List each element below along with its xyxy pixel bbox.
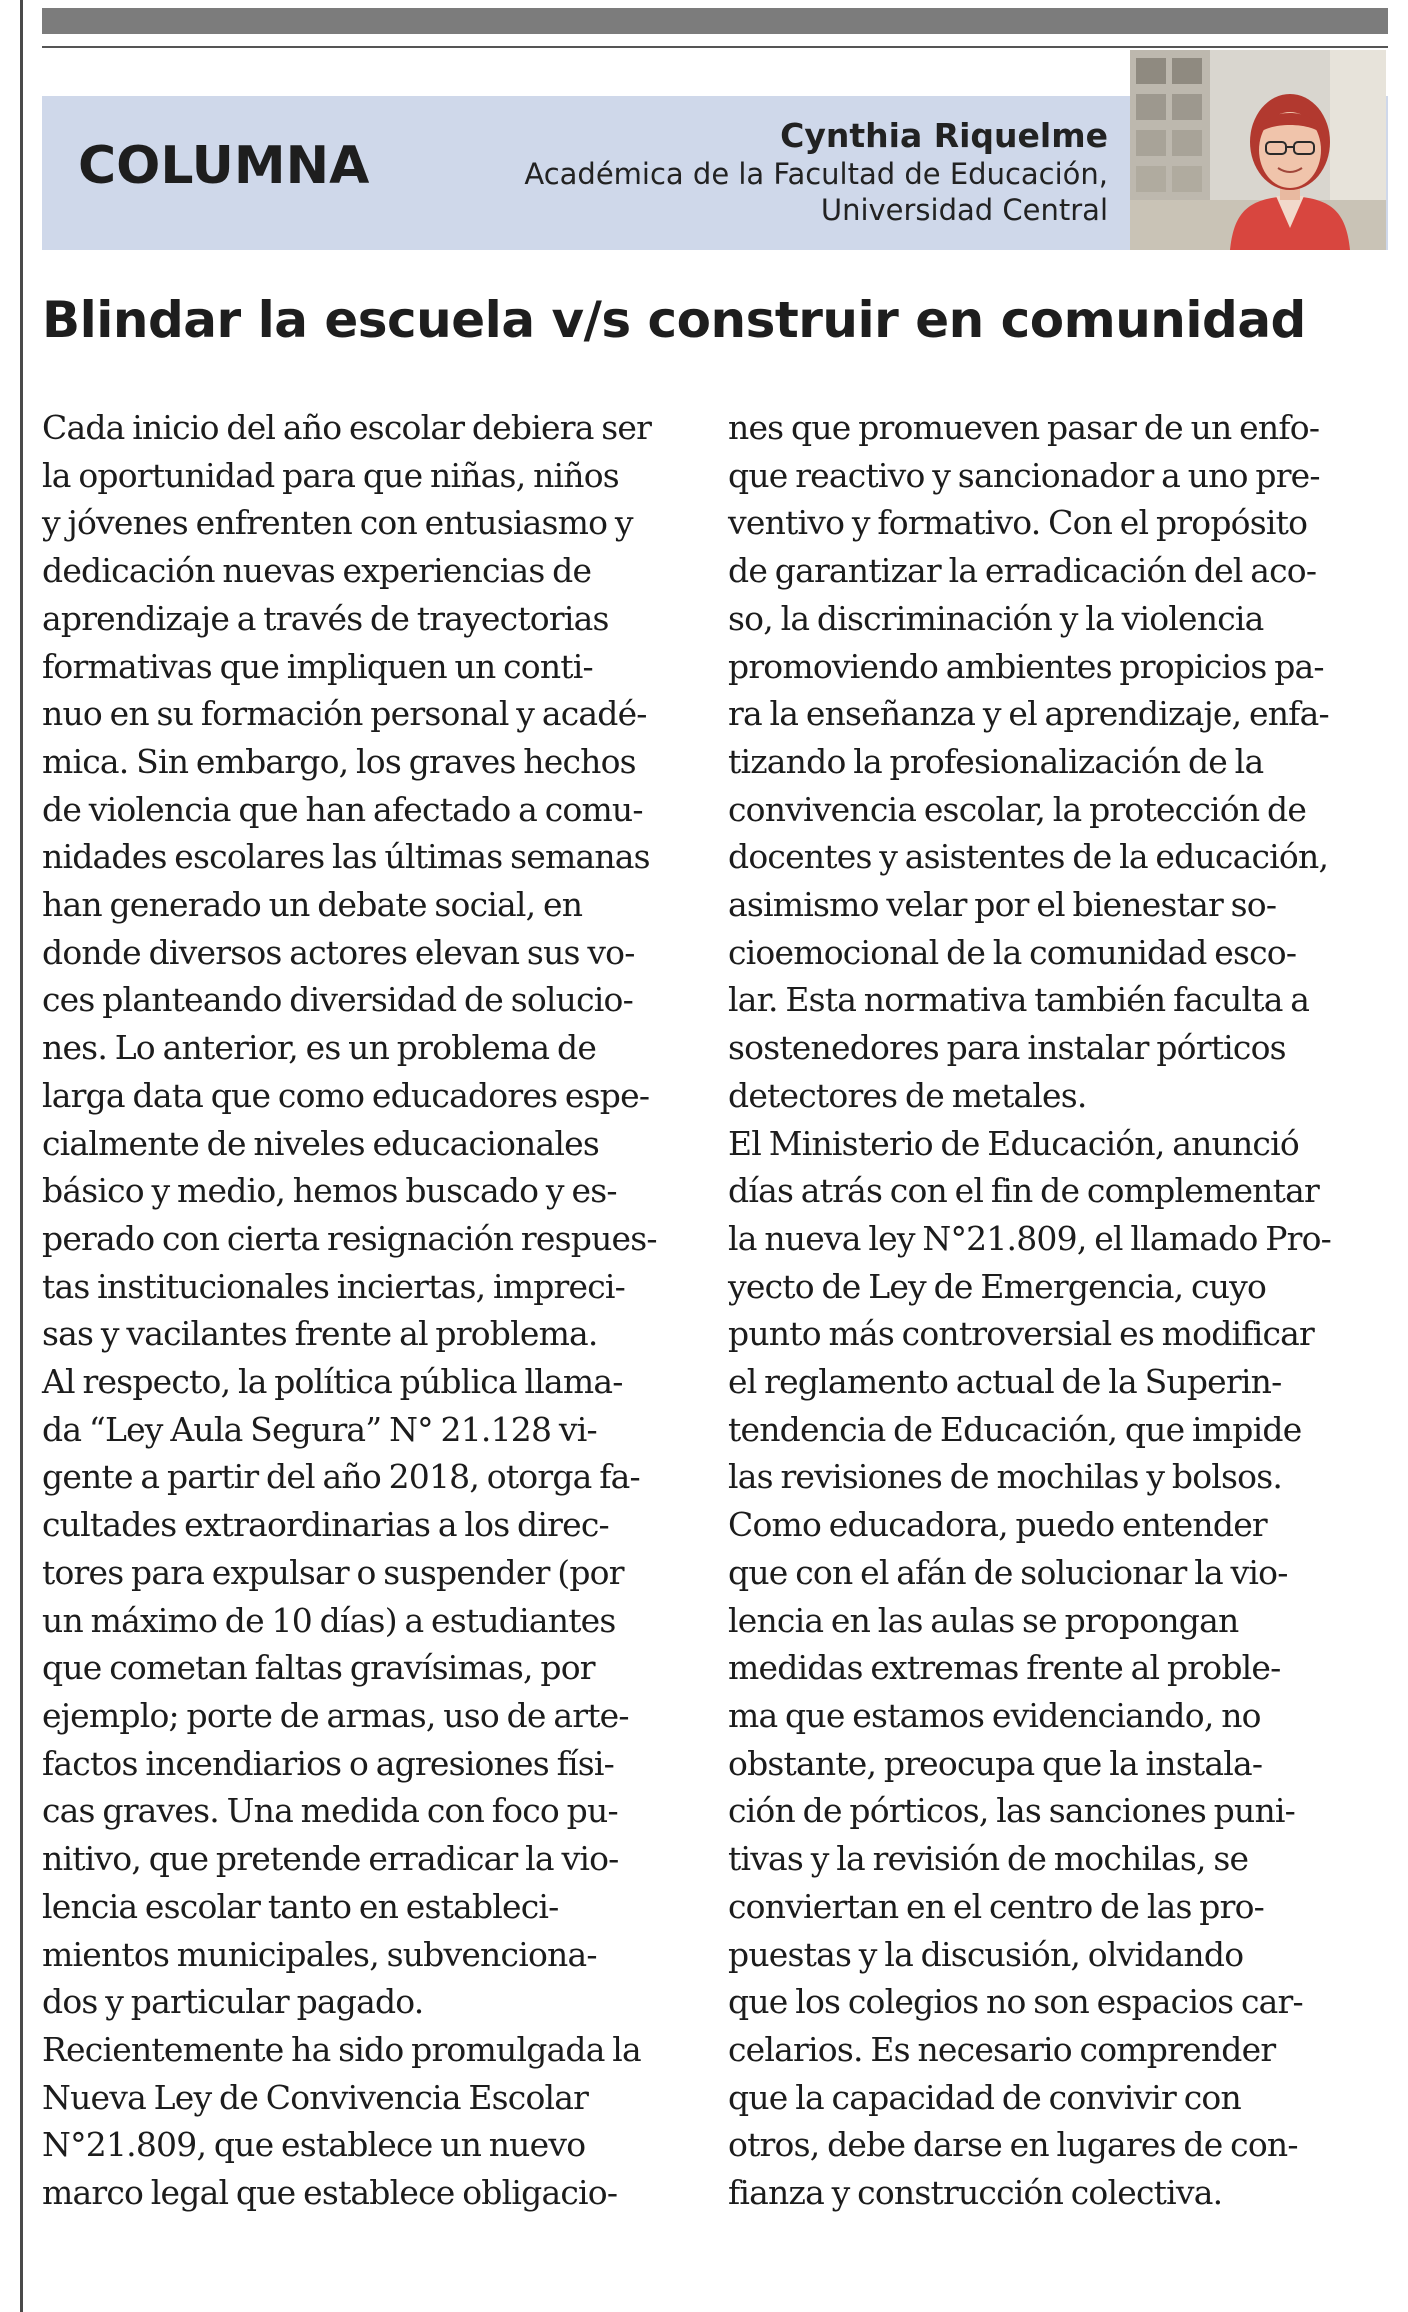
text-line: dedicación nuevas experiencias de — [42, 551, 592, 591]
text-line: nitivo, que pretende erradicar la vio- — [42, 1839, 619, 1879]
text-line: Como educadora, puedo entender — [728, 1505, 1267, 1545]
text-line: factos incendiarios o agresiones físi- — [42, 1743, 615, 1783]
text-line: lencia escolar tanto en estableci- — [42, 1886, 559, 1926]
article-column-right — [728, 404, 1368, 2217]
text-line: nidades escolares las últimas semanas — [42, 837, 650, 877]
text-line: tas institucionales inciertas, impreci- — [42, 1266, 626, 1306]
text-line: Nueva Ley de Convivencia Escolar — [42, 2077, 589, 2117]
text-line: cultades extraordinarias a los direc- — [42, 1505, 609, 1545]
text-line: lar. Esta normativa también faculta a — [728, 980, 1310, 1020]
article-headline: Blindar la escuela v/s construir en comunidad — [42, 291, 1306, 349]
text-line: que la capacidad de convivir con — [728, 2077, 1241, 2117]
text-line: Recientemente ha sido promulgada la — [42, 2029, 641, 2069]
text-line: detectores de metales. — [728, 1075, 1087, 1115]
text-line: tivas y la revisión de mochilas, se — [728, 1839, 1249, 1879]
text-line: punto más controversial es modificar — [728, 1314, 1314, 1354]
text-line: da “Ley Aula Segura” N° 21.128 vi- — [42, 1409, 597, 1449]
text-line: ma que estamos evidenciando, no — [728, 1695, 1261, 1735]
text-line: aprendizaje a través de trayectorias — [42, 598, 609, 638]
author-byline — [524, 116, 1108, 228]
text-line: que cometan faltas gravísimas, por — [42, 1648, 595, 1688]
text-line: cioemocional de la comunidad esco- — [728, 932, 1297, 972]
text-line: El Ministerio de Educación, anunció — [728, 1123, 1299, 1163]
text-line: que reactivo y sancionador a uno pre- — [728, 455, 1320, 495]
text-line: medidas extremas frente al proble- — [728, 1648, 1281, 1688]
text-line: so, la discriminación y la violencia — [728, 598, 1264, 638]
text-line: yecto de Ley de Emergencia, cuyo — [728, 1266, 1267, 1306]
text-line: días atrás con el fin de complementar — [728, 1171, 1319, 1211]
text-line: gente a partir del año 2018, otorga fa- — [42, 1457, 640, 1497]
text-line: larga data que como educadores espe- — [42, 1075, 650, 1115]
text-line: la nueva ley N°21.809, el llamado Pro- — [728, 1218, 1332, 1258]
text-line: un máximo de 10 días) a estudiantes — [42, 1600, 616, 1640]
text-line: nes que promueven pasar de un enfo- — [728, 408, 1320, 447]
text-line: han generado un debate social, en — [42, 885, 583, 925]
text-line: de garantizar la erradicación del aco- — [728, 551, 1317, 591]
text-line: tendencia de Educación, que impide — [728, 1409, 1302, 1449]
text-line: celarios. Es necesario comprender — [728, 2029, 1276, 2069]
text-line: ces planteando diversidad de solucio- — [42, 980, 633, 1020]
text-line: Cada inicio del año escolar debiera ser — [42, 408, 652, 447]
article-column-left — [42, 404, 682, 2217]
text-line: convivencia escolar, la protección de — [728, 789, 1307, 829]
text-line: docentes y asistentes de la educación, — [728, 837, 1329, 877]
text-line: tores para expulsar o suspender (por — [42, 1552, 624, 1592]
text-line: la oportunidad para que niñas, niños — [42, 455, 619, 495]
text-line: ción de pórticos, las sanciones puni- — [728, 1791, 1296, 1831]
text-line: nuo en su formación personal y acadé- — [42, 694, 647, 734]
left-margin-rule — [20, 0, 23, 2312]
text-line: mientos municipales, subvenciona- — [42, 1934, 597, 1974]
header-divider — [42, 46, 1388, 48]
text-line: cialmente de niveles educacionales — [42, 1123, 599, 1163]
author-role-line-2: Universidad Central — [820, 193, 1108, 227]
text-line: que con el afán de solucionar la vio- — [728, 1552, 1288, 1592]
text-line: lencia en las aulas se propongan — [728, 1600, 1239, 1640]
text-line: asimismo velar por el bienestar so- — [728, 885, 1277, 925]
text-line: obstante, preocupa que la instala- — [728, 1743, 1263, 1783]
text-line: marco legal que establece obligacio- — [42, 2173, 618, 2213]
author-portrait-illustration — [1130, 50, 1386, 250]
text-line: promoviendo ambientes propicios pa- — [728, 646, 1324, 686]
text-line: sostenedores para instalar pórticos — [728, 1028, 1286, 1068]
text-line: dos y particular pagado. — [42, 1982, 424, 2022]
text-line: ejemplo; porte de armas, uso de arte- — [42, 1695, 629, 1735]
text-line: donde diversos actores elevan sus vo- — [42, 932, 635, 972]
text-line: Al respecto, la política pública llama- — [42, 1362, 623, 1402]
section-label: COLUMNA — [78, 136, 370, 196]
text-line: básico y medio, hemos buscado y es- — [42, 1171, 617, 1211]
text-line: ventivo y formativo. Con el propósito — [728, 503, 1308, 543]
top-gray-bar — [42, 8, 1388, 34]
author-photo — [1130, 50, 1386, 250]
text-line: las revisiones de mochilas y bolsos. — [728, 1457, 1283, 1497]
text-line: otros, debe darse en lugares de con- — [728, 2125, 1298, 2165]
text-line: perado con cierta resignación respues- — [42, 1218, 657, 1258]
author-role-line-1: Académica de la Facultad de Educación, — [524, 157, 1108, 191]
text-line: N°21.809, que establece un nuevo — [42, 2125, 586, 2165]
text-line: conviertan en el centro de las pro- — [728, 1886, 1265, 1926]
text-line: ra la enseñanza y el aprendizaje, enfa- — [728, 694, 1329, 734]
text-line: el reglamento actual de la Superin- — [728, 1362, 1282, 1402]
text-line: mica. Sin embargo, los graves hechos — [42, 741, 636, 781]
author-name: Cynthia Riquelme — [780, 116, 1108, 155]
text-line: puestas y la discusión, olvidando — [728, 1934, 1244, 1974]
text-line: tizando la profesionalización de la — [728, 741, 1264, 781]
text-line: sas y vacilantes frente al problema. — [42, 1314, 598, 1354]
text-line: que los colegios no son espacios car- — [728, 1982, 1303, 2022]
text-line: fianza y construcción colectiva. — [728, 2173, 1223, 2213]
text-line: formativas que impliquen un conti- — [42, 646, 593, 686]
text-line: cas graves. Una medida con foco pu- — [42, 1791, 618, 1831]
text-line: y jóvenes enfrenten con entusiasmo y — [42, 503, 633, 543]
text-line: de violencia que han afectado a comu- — [42, 789, 643, 829]
text-line: nes. Lo anterior, es un problema de — [42, 1028, 597, 1068]
